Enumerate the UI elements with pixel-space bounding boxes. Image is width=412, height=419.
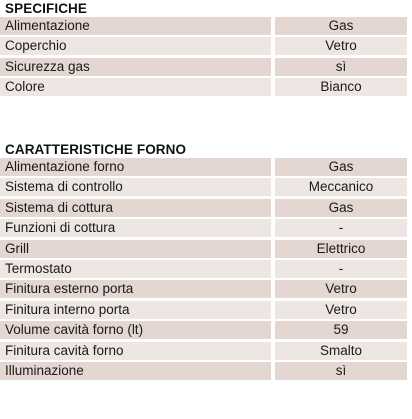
table-row bbox=[0, 158, 412, 176]
row-value: Vetro bbox=[275, 301, 407, 319]
table-row bbox=[0, 321, 412, 339]
table-row bbox=[0, 37, 412, 55]
table-row bbox=[0, 240, 412, 258]
row-value: sì bbox=[275, 58, 407, 76]
row-value: Gas bbox=[275, 17, 407, 35]
row-value: sì bbox=[275, 362, 407, 380]
table-row bbox=[0, 301, 412, 319]
table-row bbox=[0, 58, 412, 76]
row-label: Volume cavità forno (lt) bbox=[0, 321, 271, 339]
row-label: Grill bbox=[0, 240, 271, 258]
forno-title: CARATTERISTICHE FORNO bbox=[5, 142, 187, 157]
table-row bbox=[0, 219, 412, 237]
specifiche-table bbox=[0, 17, 412, 99]
row-label: Finitura interno porta bbox=[0, 301, 271, 319]
row-label: Illuminazione bbox=[0, 362, 271, 380]
specifiche-section bbox=[0, 0, 412, 99]
table-row bbox=[0, 260, 412, 278]
row-value: 59 bbox=[275, 321, 407, 339]
table-row bbox=[0, 362, 412, 380]
row-value: Elettrico bbox=[275, 240, 407, 258]
row-value: Smalto bbox=[275, 342, 407, 360]
row-value: Gas bbox=[275, 158, 407, 176]
row-label: Funzioni di cottura bbox=[0, 219, 271, 237]
row-label: Sistema di cottura bbox=[0, 199, 271, 217]
row-label: Sicurezza gas bbox=[0, 58, 271, 76]
row-label: Sistema di controllo bbox=[0, 178, 271, 196]
row-value: - bbox=[275, 260, 407, 278]
row-value: Meccanico bbox=[275, 178, 407, 196]
row-label: Coperchio bbox=[0, 37, 271, 55]
forno-table bbox=[0, 158, 412, 382]
row-label: Colore bbox=[0, 78, 271, 96]
row-value: Bianco bbox=[275, 78, 407, 96]
row-value: Vetro bbox=[275, 37, 407, 55]
table-row bbox=[0, 178, 412, 196]
row-value: Vetro bbox=[275, 280, 407, 298]
table-row bbox=[0, 199, 412, 217]
row-value: Gas bbox=[275, 199, 407, 217]
specifiche-title: SPECIFICHE bbox=[5, 1, 88, 16]
table-row bbox=[0, 17, 412, 35]
forno-section bbox=[0, 141, 412, 382]
table-row bbox=[0, 280, 412, 298]
row-label: Alimentazione forno bbox=[0, 158, 271, 176]
table-row bbox=[0, 78, 412, 96]
row-label: Finitura esterno porta bbox=[0, 280, 271, 298]
row-value: - bbox=[275, 219, 407, 237]
row-label: Alimentazione bbox=[0, 17, 271, 35]
row-label: Finitura cavità forno bbox=[0, 342, 271, 360]
row-label: Termostato bbox=[0, 260, 271, 278]
table-row bbox=[0, 342, 412, 360]
